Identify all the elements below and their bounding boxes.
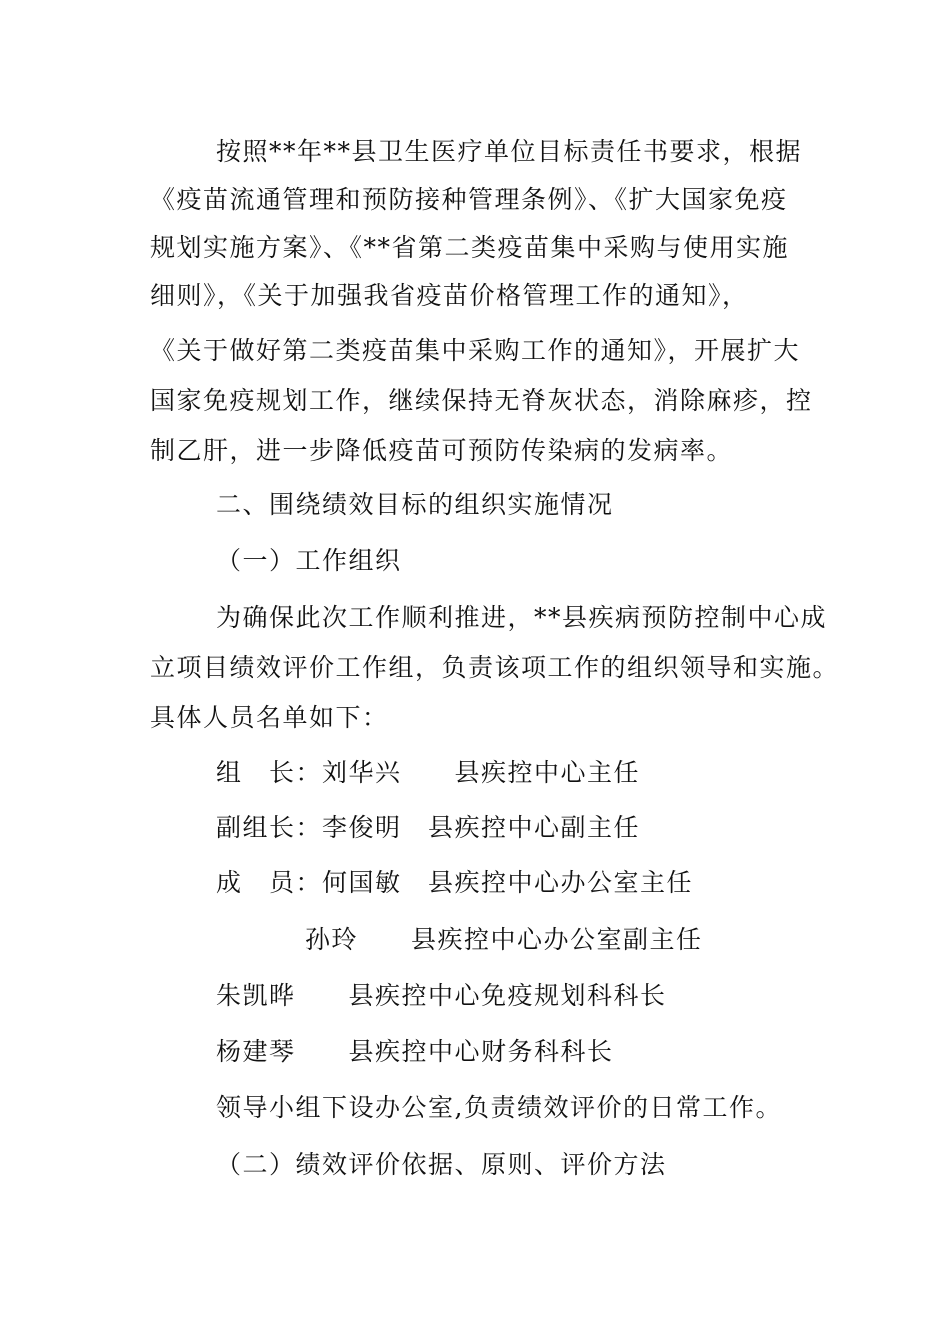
paragraph-line: 按照**年**县卫生医疗单位目标责任书要求，根据	[216, 137, 803, 166]
paragraph-line: 具体人员名单如下：	[150, 703, 389, 732]
paragraph-line: 领导小组下设办公室,负责绩效评价的日常工作。	[216, 1093, 782, 1122]
subsection-heading: （二）绩效评价依据、原则、评价方法	[216, 1150, 667, 1179]
paragraph-line: 规划实施方案》、《**省第二类疫苗集中采购与使用实施	[150, 233, 790, 262]
member-line: 成 员：何国敏 县疾控中心办公室主任	[216, 868, 694, 897]
member-line: 杨建琴 县疾控中心财务科科长	[216, 1037, 614, 1066]
section-heading: 二、围绕绩效目标的组织实施情况	[216, 490, 614, 519]
paragraph-line: 制乙肝，进一步降低疫苗可预防传染病的发病率。	[150, 436, 734, 465]
paragraph-line: 立项目绩效评价工作组，负责该项工作的组织领导和实施。	[150, 653, 840, 682]
member-line: 朱凯晔 县疾控中心免疫规划科科长	[216, 981, 667, 1010]
member-line: 组 长：刘华兴 县疾控中心主任	[216, 758, 641, 787]
subsection-heading: （一）工作组织	[216, 546, 402, 575]
paragraph-line: 为确保此次工作顺利推进，**县疾病预防控制中心成	[216, 603, 828, 632]
paragraph-line: 细则》，《关于加强我省疫苗价格管理工作的通知》，	[150, 281, 749, 310]
member-line: 副组长：李俊明 县疾控中心副主任	[216, 813, 641, 842]
paragraph-line: 国家免疫规划工作，继续保持无脊灰状态，消除麻疹，控	[150, 386, 813, 415]
paragraph-line: 《关于做好第二类疫苗集中采购工作的通知》，开展扩大	[150, 336, 801, 365]
member-line: 孙玲 县疾控中心办公室副主任	[305, 925, 703, 954]
paragraph-line: 《疫苗流通管理和预防接种管理条例》、《扩大国家免疫	[150, 185, 788, 214]
